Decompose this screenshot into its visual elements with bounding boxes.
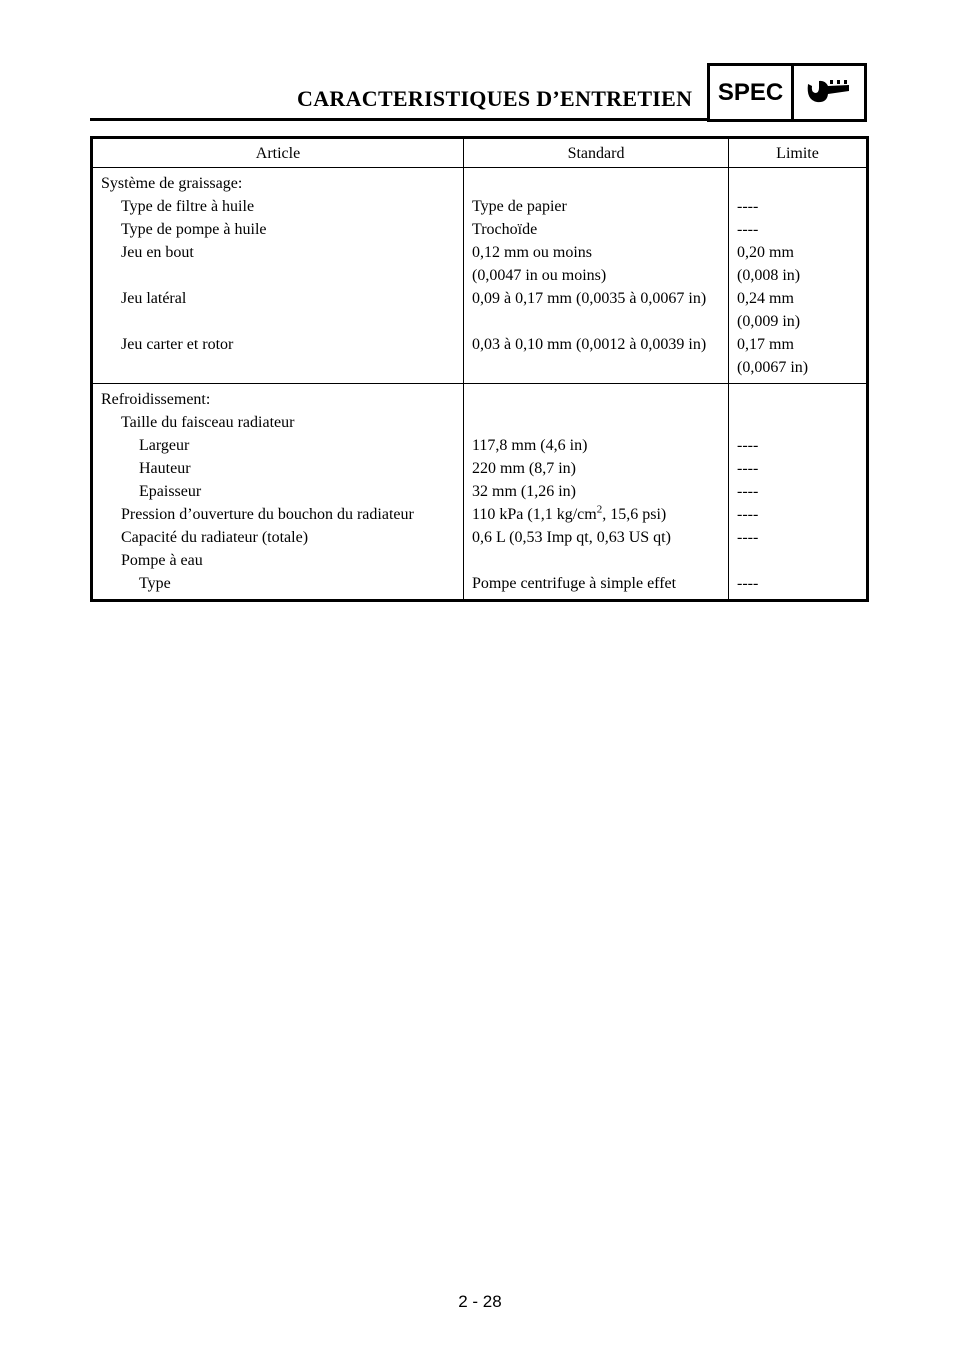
row-article: Pompe à eau — [92, 549, 464, 572]
spec-badge — [707, 63, 867, 122]
row-standard — [464, 241, 729, 287]
row-article: Type de filtre à huile — [92, 195, 464, 218]
table-row — [92, 480, 868, 503]
row-standard-line1: 0,12 mm ou moins — [472, 244, 593, 261]
row-article: Hauteur — [92, 457, 464, 480]
row-standard: 0,6 L (0,53 Imp qt, 0,63 US qt) — [464, 526, 729, 549]
page-title: CARACTERISTIQUES D’ENTRETIEN — [297, 86, 693, 111]
row-limit-line1: 0,17 mm — [737, 336, 794, 353]
row-limit-line2: (0,008 in) — [737, 267, 801, 284]
row-standard: 220 mm (8,7 in) — [464, 457, 729, 480]
row-standard: 0,03 à 0,10 mm (0,0012 à 0,0039 in) — [464, 333, 729, 379]
row-standard: Type de papier — [464, 195, 729, 218]
spec-label: SPEC — [710, 66, 794, 119]
table-row — [92, 195, 868, 218]
row-standard-post: , 15,6 psi) — [602, 506, 667, 523]
row-standard — [464, 549, 729, 572]
row-limit: ---- — [729, 572, 868, 595]
wrench-icon — [794, 66, 864, 119]
row-standard — [464, 503, 729, 526]
row-limit-line2: (0,0067 in) — [737, 359, 809, 376]
group-lubrication — [92, 168, 868, 384]
column-header-limit: Limite — [729, 138, 868, 168]
table-row — [92, 549, 868, 572]
row-limit: ---- — [729, 480, 868, 503]
row-limit: ---- — [729, 434, 868, 457]
page-number: 2 - 28 — [458, 1292, 502, 1311]
row-article: Capacité du radiateur (totale) — [92, 526, 464, 549]
table-row — [92, 241, 868, 287]
row-standard: Trochoïde — [464, 218, 729, 241]
column-header-article: Article — [92, 138, 464, 168]
row-article: Jeu latéral — [92, 287, 464, 333]
column-header-standard: Standard — [464, 138, 729, 168]
table-row — [92, 434, 868, 457]
row-limit: ---- — [729, 218, 868, 241]
group-cooling — [92, 384, 868, 601]
table-row — [92, 457, 868, 480]
row-article: Jeu carter et rotor — [92, 333, 464, 379]
row-standard: 117,8 mm (4,6 in) — [464, 434, 729, 457]
header-rule — [90, 118, 708, 121]
table-row — [92, 333, 868, 379]
row-limit — [729, 287, 868, 333]
row-limit-line2: (0,009 in) — [737, 313, 801, 330]
row-article: Type — [92, 572, 464, 595]
row-limit: ---- — [729, 457, 868, 480]
row-article: Jeu en bout — [92, 241, 464, 287]
row-limit — [729, 549, 868, 572]
row-limit: ---- — [729, 526, 868, 549]
group-title-row — [92, 172, 868, 195]
group-subtitle: Taille du faisceau radiateur — [92, 411, 464, 434]
row-article: Epaisseur — [92, 480, 464, 503]
table-row — [92, 218, 868, 241]
maintenance-spec-table — [90, 136, 869, 602]
table-header-row — [92, 138, 868, 168]
group-title: Refroidissement: — [92, 388, 464, 411]
row-standard: 0,09 à 0,17 mm (0,0035 à 0,0067 in) — [464, 287, 729, 333]
table-row — [92, 287, 868, 333]
table-row — [92, 503, 868, 526]
row-limit-line1: 0,24 mm — [737, 290, 794, 307]
row-standard: Pompe centrifuge à simple effet — [464, 572, 729, 595]
group-subtitle-row — [92, 411, 868, 434]
row-article: Pression d’ouverture du bouchon du radiateur — [92, 503, 464, 526]
row-limit — [729, 241, 868, 287]
row-standard: 32 mm (1,26 in) — [464, 480, 729, 503]
row-limit — [729, 333, 868, 379]
group-title-row — [92, 388, 868, 411]
row-standard-sup: 2 — [596, 503, 603, 516]
group-title: Système de graissage: — [92, 172, 464, 195]
row-limit: ---- — [729, 195, 868, 218]
row-limit-line1: 0,20 mm — [737, 244, 794, 261]
row-standard-line2: (0,0047 in ou moins) — [472, 267, 607, 284]
row-article: Type de pompe à huile — [92, 218, 464, 241]
table-row — [92, 572, 868, 595]
table-row — [92, 526, 868, 549]
row-limit: ---- — [729, 503, 868, 526]
row-standard-pre: 110 kPa (1,1 kg/cm — [472, 506, 597, 523]
row-article: Largeur — [92, 434, 464, 457]
